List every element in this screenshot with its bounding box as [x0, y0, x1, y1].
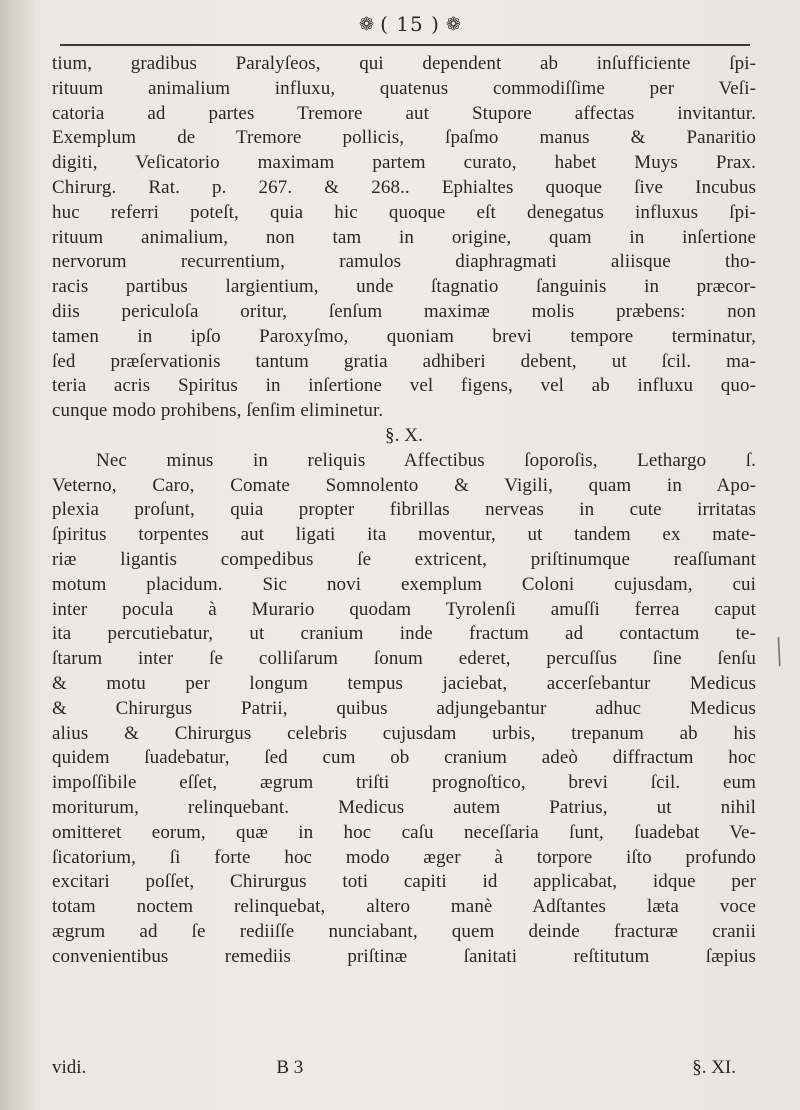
page-footer	[52, 1057, 756, 1079]
text-line: digiti, Veſicatorio maximam partem curato, habet Muys Prax.	[52, 152, 756, 174]
text-line: ſicatorium, ſi forte hoc modo æger à torpore iſto profundo	[52, 846, 756, 868]
text-line: totam noctem relinquebat, altero manè Adſtantes læta voce	[52, 896, 756, 918]
text-line: rituum animalium, non tam in origine, quam in inſertione	[52, 226, 756, 248]
running-header	[200, 6, 620, 42]
text-line: ſpiritus torpentes aut ligati ita moventur, ut tandem ex mate-	[52, 524, 756, 546]
text-line: Exemplum de Tremore pollicis, ſpaſmo manus & Panaritio	[52, 127, 756, 149]
text-line: ſtarum inter ſe colliſarum ſonum ederet, percuſſus ſine ſenſu	[52, 648, 756, 670]
catchword: §. XI.	[692, 1057, 736, 1078]
section-heading: §. X.	[385, 424, 423, 446]
text-line: diis periculoſa oritur, ſenſum maximæ molis præbens: non	[52, 300, 756, 322]
text-line: motum placidum. Sic novi exemplum Coloni cujusdam, cui	[52, 573, 756, 595]
text-line: Chirurg. Rat. p. 267. & 268.. Ephialtes quoque ſive Incubus	[52, 176, 756, 198]
text-line: teria acris Spiritus in inſertione vel figens, vel ab influxu quo-	[52, 375, 756, 397]
text-line: impoſſibile eſſet, ægrum triſti prognoſtico, brevi ſcil. eum	[52, 772, 756, 794]
text-line: ſed præſervationis tantum gratia adhiberi debent, ut ſcil. ma-	[52, 350, 756, 372]
fleuron-right-icon: ❁	[445, 13, 461, 35]
text-line: Veterno, Caro, Comate Somnolento & Vigili, quam in Apo-	[52, 474, 756, 496]
text-line: plexia proſunt, quia propter fibrillas nerveas in cute irritatas	[52, 499, 756, 521]
text-line: nervorum recurrentium, ramulos diaphragmati aliisque tho-	[52, 251, 756, 273]
text-line: tium, gradibus Paralyſeos, qui dependent ab inſufficiente ſpi-	[52, 53, 756, 74]
text-line: omitteret eorum, quæ in hoc caſu neceſſaria ſunt, ſuadebat Ve-	[52, 821, 756, 843]
text-line: huc referri poteſt, quia hic quoque eſt denegatus influxus ſpi-	[52, 201, 756, 223]
text-line: moriturum, relinquebant. Medicus autem Patrius, ut nihil	[52, 796, 756, 818]
fleuron-left-icon: ❁	[359, 13, 375, 35]
text-line: riæ ligantis compedibus ſe extricent, priſtinumque reaſſumant	[52, 548, 756, 570]
body-text	[52, 52, 756, 969]
text-line: rituum animalium influxu, quatenus commodiſſime per Veſi-	[52, 77, 756, 99]
text-line: ita percutiebatur, ut cranium inde fractum ad contactum te-	[52, 623, 756, 645]
text-line: quidem ſuadebatur, ſed cum ob cranium adeò diffractum hoc	[52, 747, 756, 769]
signature-mark: B 3	[276, 1057, 304, 1078]
text-line: cunque modo prohibens, ſenſim eliminetur.	[52, 400, 384, 422]
text-line: ægrum ad ſe rediiſſe nunciabant, quem deinde fracturæ cranii	[52, 920, 756, 942]
text-line: racis partibus largientium, unde ſtagnatio ſanguinis in præcor-	[52, 276, 756, 298]
text-line: Nec minus in reliquis Affectibus ſoporoſis, Lethargo ſ.	[96, 449, 756, 471]
text-line: excitari poſſet, Chirurgus toti capiti id applicabat, idque per	[52, 871, 756, 893]
text-line: tamen in ipſo Paroxyſmo, quoniam brevi tempore terminatur,	[52, 325, 756, 347]
text-line: convenientibus remediis priſtinæ ſanitati reſtitutum ſæpius	[52, 945, 756, 967]
text-line: inter pocula à Murario quodam Tyrolenſi amuſſi ferrea caput	[52, 598, 756, 620]
text-line: alius & Chirurgus celebris cujusdam urbis, trepanum ab his	[52, 722, 756, 744]
page-number: ( 15 )	[380, 12, 440, 36]
text-line: & Chirurgus Patrii, quibus adjungebantur adhuc Medicus	[52, 697, 756, 719]
text-line: & motu per longum tempus jaciebat, accerſebantur Medicus	[52, 672, 756, 694]
margin-pen-mark-icon: ╱	[767, 638, 792, 667]
last-word: vidi.	[52, 1057, 87, 1078]
header-rule	[60, 44, 750, 46]
binding-gutter	[0, 0, 34, 1110]
text-line: catoria ad partes Tremore aut Stupore affectas invitantur.	[52, 102, 756, 124]
